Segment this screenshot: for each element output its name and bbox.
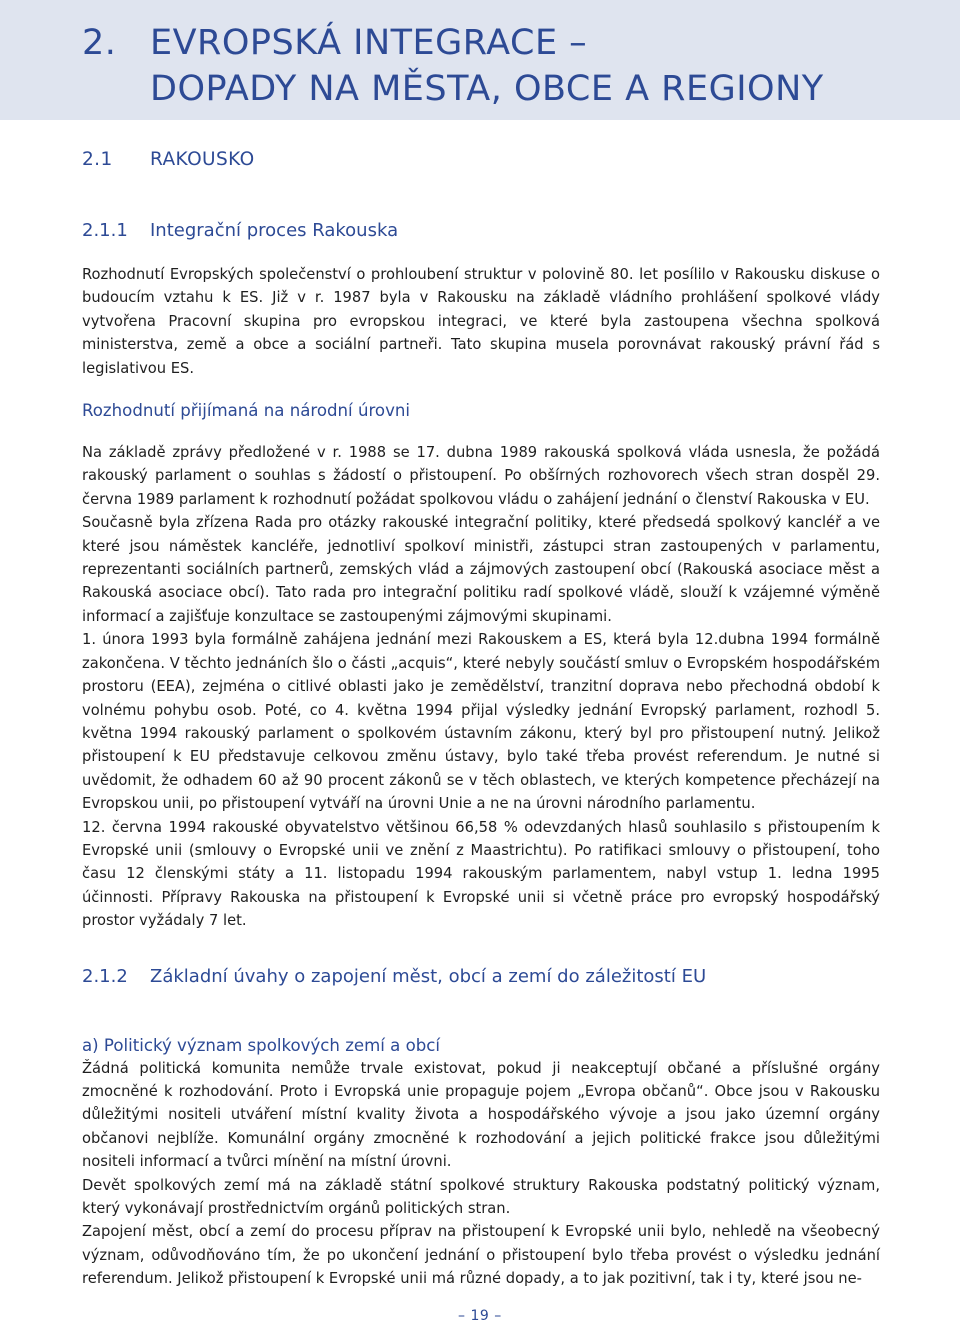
national-paragraph: 12. června 1994 rakouské obyvatelstvo většinou 66,58 % odevzdaných hlasů souhlasilo s přistoupením k Evropské unii (smlouvy o Evropské unii ve znění z Maastrichtu). Po ratifikaci smlouvy o přistoupení, toho času 12 členskými státy a 11. listopadu 1994 rakouským parlamentem, nabyl vstup 1. ledna 1995 účinnosti. Přípravy Rakouska na přistoupení k Evropské unii si včetně práce pro evropský hospodářský prostor vyžádaly 7 let. — [82, 818, 880, 930]
section-heading-2-1-1: 2.1.1 Integrační proces Rakouska — [82, 220, 399, 241]
section-heading-2-1: 2.1 RAKOUSKO — [82, 149, 255, 170]
page-number: – 19 – — [458, 1308, 502, 1324]
political-paragraph: Zapojení měst, obcí a zemí do procesu příprav na přistoupení k Evropské unii bylo, nehledě na všeobecný význam, odůvodňováno tím, že po ukončení jednání o přistoupení bylo třeba provést o výsledku jednání referendum. Jelikož přistoupení k Evropské unii má různé dopady, a to jak pozitivní, tak i ty, které jsou ne- — [82, 1223, 880, 1288]
political-paragraph: Devět spolkových zemí má na základě státní spolkové struktury Rakouska podstatný politický význam, který vykonávají prostřednictvím orgánů politických stran. — [82, 1176, 880, 1217]
subheading-national-decisions: Rozhodnutí přijímaná na národní úrovni — [82, 401, 411, 421]
subheading-political-significance: a) Politický význam spolkových zemí a obcí — [82, 1035, 441, 1055]
page-content — [82, 148, 880, 1291]
section-heading-2-1-2: 2.1.2 Základní úvahy o zapojení měst, obcí a zemí do záležitostí EU — [82, 965, 707, 987]
political-paragraph: Žádná politická komunita nemůže trvale existovat, pokud ji neakceptují občané a příslušné orgány zmocněné k rozhodování. Proto i Evropská unie propaguje pojem „Evropa občanů“. Obce jsou v Rakousku důležitými nositeli utváření místní kvality života a hospodářského vývoje a jsou jako územní orgány občanovi nejblíže. Komunální orgány zmocněné k rozhodování a jejich politické frakce jsou důležitými nositeli informací a tvůrci mínění na místní úrovni. — [82, 1059, 880, 1171]
chapter-title — [82, 20, 942, 112]
national-paragraph: 1. února 1993 byla formálně zahájena jednání mezi Rakouskem a ES, která byla 12.dubna 1994 formálně zakončena. V těchto jednáních šlo o části „acquis“, které nebyly součástí smluv o Evropském hospodářském prostoru (EEA), zejména o citlivé oblasti jako je zemědělství, tranzitní doprava nebo přechodná období k volnému pohybu osob. Poté, co 4. května 1994 přijal výsledky jednání Evropský parlament, rozhodl 5. května 1994 rakouský parlament o spolkovém ústavním zákonu, který byl pro přistoupení nutný. Jelikož přistoupení k EU představuje celkovou změnu ústavy, bylo také třeba provést referendum. Je nutné si uvědomit, že odhadem 60 až 90 procent zákonů se v těch oblastech, ve kterých kompetence přecházejí na Evropskou unii, po přistoupení vytváří na úrovni Unie a ne na úrovni národního parlamentu. — [82, 631, 880, 813]
chapter-title-line1: 2. EVROPSKÁ INTEGRACE – — [82, 20, 942, 66]
chapter-title-line2: DOPADY NA MĚSTA, OBCE A REGIONY — [150, 69, 824, 109]
national-paragraph: Současně byla zřízena Rada pro otázky rakouské integrační politiky, které předsedá spolkový kancléř a ve které jsou náměstek kancléře, jednotliví spolkoví ministři, zástupci stran zastoupených v parlamentu, reprezentanti sociálních partnerů, zemských vlád a zájmových zastoupení obcí (Rakouská asociace měst a Rakouská asociace obcí). Tato rada pro integrační politiku radí spolkové vládě, slouží k vzájemné výměně informací a zajišťuje konzultace se zastoupenými zájmovými skupinami. — [82, 514, 880, 625]
chapter-number: 2. — [82, 23, 117, 63]
national-paragraph: Na základě zprávy předložené v r. 1988 se 17. dubna 1989 rakouská spolková vláda usnesla, že požádá rakouský parlament o souhlas s žádostí o přistoupení. Po obšírných rozhovorech všech stran dospěl 29. června 1989 parlament k rozhodnutí požádat spolkovou vládu o zahájení jednání o členství Rakouska v EU. — [82, 444, 880, 508]
intro-paragraph: Rozhodnutí Evropských společenství o prohloubení struktur v polovině 80. let posílilo v Rakousku diskuse o budoucím vztahu k ES. Již v r. 1987 byla v Rakousku na základě vládního prohlášení spolkové vlády vytvořena Pracovní skupina pro evropskou integraci, ve které byla zastoupena všechna spolková ministerstva, země a obce a sociální partneři. Tato skupina musela porovnávat rakouský právní řád s legislativou ES. — [82, 266, 880, 377]
